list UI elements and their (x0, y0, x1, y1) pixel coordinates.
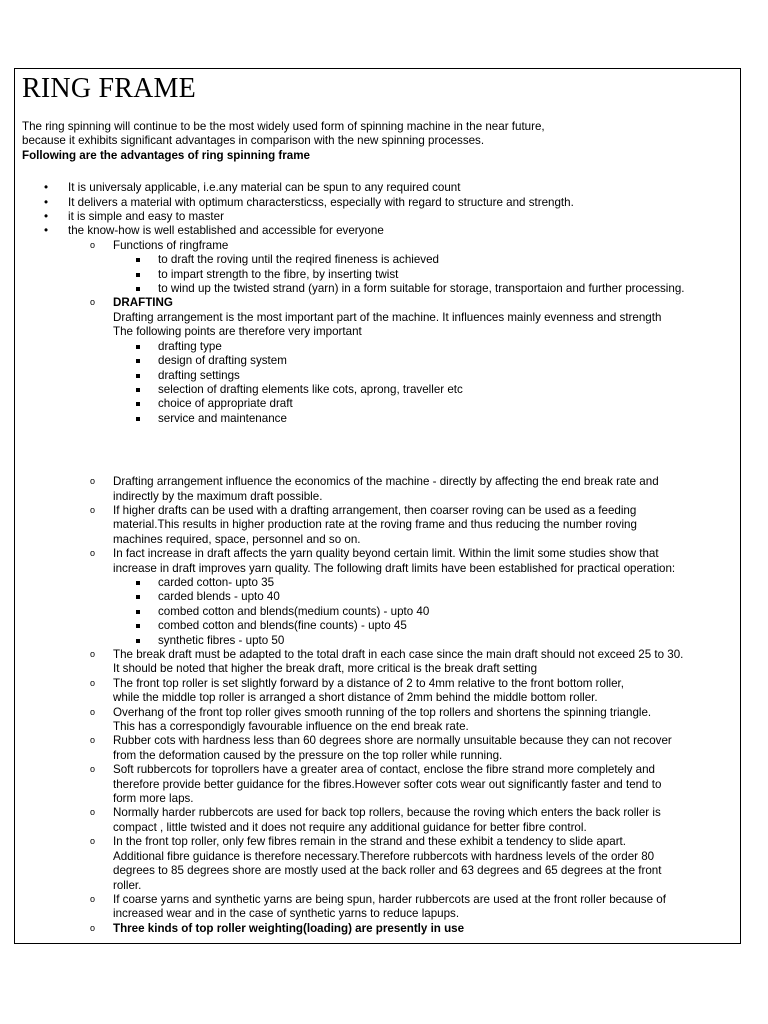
drafting-text: The following points are therefore very important (113, 325, 362, 339)
drafting-points-list (113, 340, 734, 426)
note-line: machines required, space, personnel and so on. (113, 532, 361, 546)
weighting-heading: Three kinds of top roller weighting(loading) are presently in use (113, 921, 465, 935)
note-item (22, 893, 734, 922)
page-title: RING FRAME (22, 73, 196, 104)
note-line: Drafting arrangement influence the economics of the machine - directly by affecting the end break rate and (113, 475, 659, 489)
note-item (22, 547, 734, 648)
note-line: from the deformation caused by the pressure on the top roller while running. (113, 748, 503, 762)
list-item: choice of appropriate draft (22, 397, 734, 411)
functions-heading: Functions of ringframe (113, 238, 229, 252)
list-item-text: the know-how is well established and accessible for everyone (68, 224, 384, 238)
list-item: carded cotton- upto 35 (22, 576, 734, 590)
note-line: compact , little twisted and it does not require any additional guidance for better fibre control. (113, 820, 587, 834)
note-line: This has a correspondigly favourable influence on the end break rate. (113, 720, 469, 734)
note-item (22, 706, 734, 735)
note-item (22, 504, 734, 547)
note-line: Overhang of the front top roller gives smooth running of the top rollers and shortens the spinning triangle. (113, 705, 652, 719)
note-item (22, 475, 734, 504)
note-line: It should be noted that higher the break draft, more critical is the break draft setting (113, 662, 538, 676)
functions-item (22, 239, 734, 297)
note-line: In fact increase in draft affects the yarn quality beyond certain limit. Within the limit some studies show that (113, 547, 659, 561)
note-line: therefore provide better guidance for the fibres.However softer cots wear out significantly faster and tend to (113, 777, 662, 791)
note-line: while the middle top roller is arranged a short distance of 2mm behind the middle bottom roller. (113, 691, 598, 705)
list-item: • It delivers a material with optimum charactersticss, especially with regard to structure and strength. (22, 196, 734, 210)
note-item (22, 806, 734, 835)
list-item: drafting settings (22, 369, 734, 383)
blank-space (113, 426, 734, 475)
advantages-list (22, 181, 734, 936)
note-line: degrees to 85 degrees shore are mostly used at the back roller and 63 degrees and 65 degrees at the front (113, 864, 662, 878)
note-item (22, 835, 734, 893)
list-item: combed cotton and blends(fine counts) - upto 45 (22, 619, 734, 633)
list-item: to wind up the twisted strand (yarn) in a form suitable for storage, transportaion and further processing. (22, 282, 734, 296)
note-line: form more laps. (113, 792, 194, 806)
drafting-heading: DRAFTING (113, 296, 173, 310)
list-item: to draft the roving until the reqired fineness is achieved (22, 253, 734, 267)
note-item (22, 648, 734, 677)
note-item (22, 677, 734, 706)
note-line: Rubber cots with hardness less than 60 degrees shore are normally unsuitable because they can not recover (113, 734, 672, 748)
note-line: increase in draft improves yarn quality. The following draft limits have been established for practical operation: (113, 561, 676, 575)
list-item (22, 224, 734, 936)
note-line: roller. (113, 878, 142, 892)
draft-limits-list (113, 576, 734, 648)
list-item: to impart strength to the fibre, by inserting twist (22, 268, 734, 282)
advantages-heading: Following are the advantages of ring spinning frame (22, 148, 310, 162)
drafting-text: Drafting arrangement is the most important part of the machine. It influences mainly evenness and strength (113, 310, 662, 324)
note-line: increased wear and in the case of synthetic yarns to reduce lapups. (113, 907, 460, 921)
list-item: carded blends - upto 40 (22, 590, 734, 604)
note-item (22, 734, 734, 763)
functions-list (113, 253, 734, 296)
drafting-item (22, 296, 734, 475)
note-line: The front top roller is set slightly forward by a distance of 2 to 4mm relative to the front bottom roller, (113, 676, 624, 690)
note-line: In the front top roller, only few fibres remain in the strand and these exhibit a tendency to slide apart. (113, 835, 626, 849)
intro-paragraph (22, 120, 734, 163)
list-item: selection of drafting elements like cots, aprong, traveller etc (22, 383, 734, 397)
list-item: drafting type (22, 340, 734, 354)
intro-line: because it exhibits significant advantages in comparison with the new spinning processes. (22, 134, 485, 148)
list-item: service and maintenance (22, 412, 734, 426)
note-line: indirectly by the maximum draft possible. (113, 489, 323, 503)
list-item: • It is universaly applicable, i.e.any material can be spun to any required count (22, 181, 734, 195)
document-body (22, 71, 734, 936)
list-item: synthetic fibres - upto 50 (22, 634, 734, 648)
sublist (68, 239, 734, 936)
list-item: • it is simple and easy to master (22, 210, 734, 224)
note-item (22, 922, 734, 936)
note-line: Normally harder rubbercots are used for back top rollers, because the roving which enters the back roller is (113, 806, 661, 820)
list-item: combed cotton and blends(medium counts) - upto 40 (22, 605, 734, 619)
intro-line: The ring spinning will continue to be the most widely used form of spinning machine in the near future, (22, 120, 545, 133)
note-line: The break draft must be adapted to the total draft in each case since the main draft should not exceed 25 to 30. (113, 648, 684, 661)
note-line: Additional fibre guidance is therefore necessary.Therefore rubbercots with hardness levels of the order 80 (113, 849, 655, 863)
list-item: design of drafting system (22, 354, 734, 368)
note-item (22, 763, 734, 806)
note-line: Soft rubbercots for toprollers have a greater area of contact, enclose the fibre strand more completely and (113, 763, 655, 777)
note-line: If higher drafts can be used with a drafting arrangement, then coarser roving can be used as a feeding (113, 503, 637, 517)
note-line: If coarse yarns and synthetic yarns are being spun, harder rubbercots are used at the front roller because of (113, 892, 666, 906)
note-line: material.This results in higher production rate at the roving frame and thus reducing the number roving (113, 518, 637, 532)
